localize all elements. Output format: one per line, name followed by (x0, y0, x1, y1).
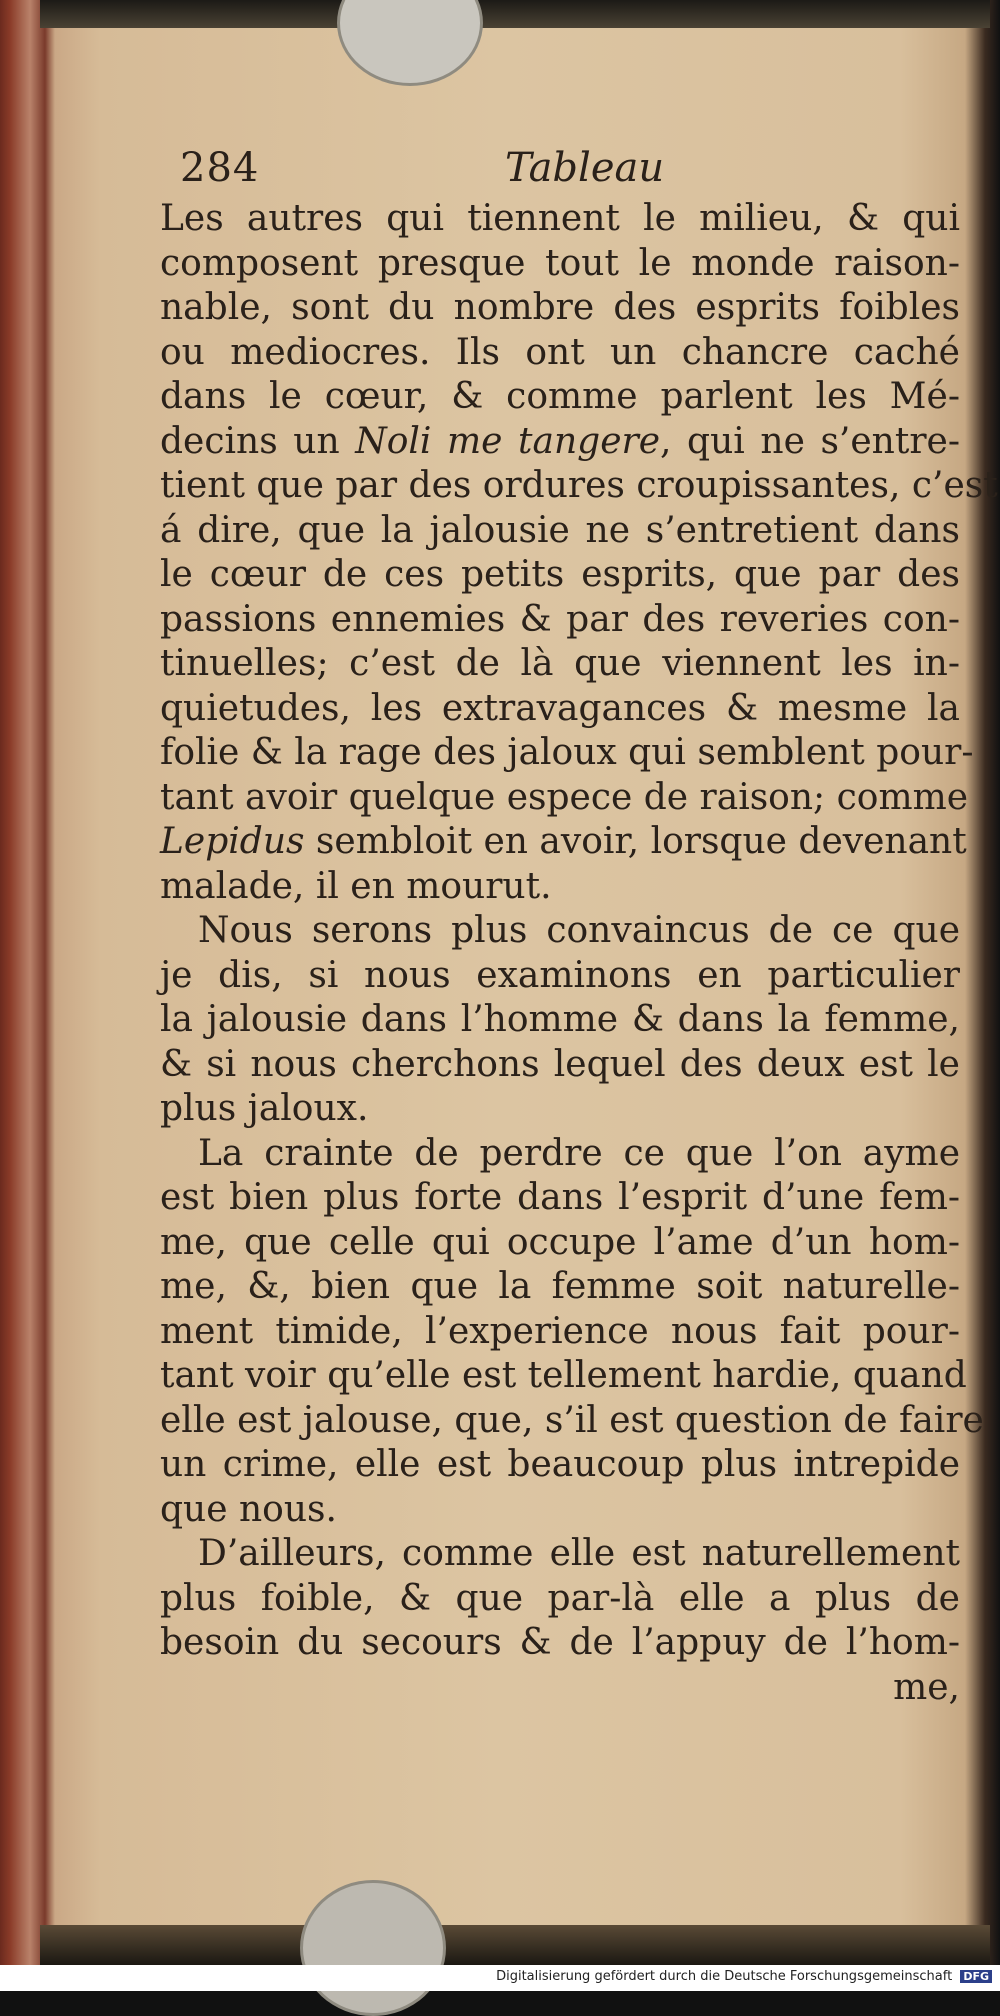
text-line: nable, sont du nombre des esprits foibles (160, 287, 960, 328)
footer-strip (0, 1965, 1000, 1991)
running-head (160, 145, 960, 197)
page-number: 284 (180, 145, 260, 191)
text-line: tinuelles; c’est de là que viennent les in- (160, 643, 960, 684)
text-line: á dire, que la jalousie ne s’entretient dans (160, 509, 960, 551)
text-line: passions ennemies & par des reveries con- (160, 598, 960, 640)
text-line: tient que par des ordures croupissantes, c’est (160, 465, 998, 506)
text-line: un crime, elle est beaucoup plus intrepide (160, 1444, 960, 1485)
catchword: me, (893, 1666, 960, 1708)
text-line: plus foible, & que par-là elle a plus de (160, 1577, 960, 1619)
text-line: je dis, si nous examinons en particulier (160, 954, 960, 996)
text-line: malade, il en mourut. (160, 865, 552, 907)
text-line: composent presque tout le monde raison- (160, 242, 960, 284)
page-bottom-edge (40, 1925, 990, 1965)
text-line: dans le cœur, & comme parlent les Mé- (160, 376, 960, 417)
text-line: ment timide, l’experience nous fait pour- (160, 1310, 960, 1352)
footer-credit-text: Digitalisierung gefördert durch die Deutsche Forschungsgemeinschaft (496, 1969, 953, 1984)
text-line: & si nous cherchons lequel des deux est le (160, 1043, 960, 1085)
page-clip-bottom (300, 1880, 446, 2016)
text-line: est bien plus forte dans l’esprit d’une fem- (160, 1177, 960, 1218)
page-text (160, 145, 998, 1710)
paragraph-first-line: La crainte de perdre ce que l’on ayme (198, 1132, 960, 1174)
text-line: decins un Noli me tangere, qui ne s’entre- (160, 420, 961, 462)
text-line: la jalousie dans l’homme & dans la femme, (160, 999, 960, 1040)
italic-phrase: Lepidus (160, 821, 305, 862)
text-line: tant avoir quelque espece de raison; comme (160, 776, 969, 818)
paragraph-first-line: Nous serons plus convaincus de ce que (198, 910, 960, 951)
text-line: tant voir qu’elle est tellement hardie, quand (160, 1355, 967, 1396)
footer-credit (496, 1969, 992, 1984)
text-line: besoin du secours & de l’appuy de l’hom- (160, 1622, 960, 1663)
text-line: folie & la rage des jaloux qui semblent pour- (160, 732, 974, 773)
text-line: quietudes, les extravagances & mesme la (160, 687, 960, 729)
text-line: le cœur de ces petits esprits, que par des (160, 554, 960, 595)
text-line: que nous. (160, 1488, 337, 1530)
dfg-logo: DFG (960, 1970, 992, 1983)
text-line: Les autres qui tiennent le milieu, & qui (160, 198, 960, 239)
text-line: ou mediocres. Ils ont un chancre caché (160, 331, 960, 373)
page-top-edge (40, 0, 990, 28)
text-line: plus jaloux. (160, 1088, 369, 1129)
text-line: Lepidus sembloit en avoir, lorsque devenant (160, 821, 967, 862)
italic-phrase: Noli me tangere (355, 420, 661, 462)
text-line: me, &, bien que la femme soit naturelle- (160, 1266, 960, 1307)
running-title: Tableau (505, 145, 665, 191)
text-line: elle est jalouse, que, s’il est question de faire (160, 1399, 984, 1441)
text-line: me, que celle qui occupe l’ame d’un hom- (160, 1221, 960, 1263)
paragraph-first-line: D’ailleurs, comme elle est naturellement (198, 1533, 960, 1574)
